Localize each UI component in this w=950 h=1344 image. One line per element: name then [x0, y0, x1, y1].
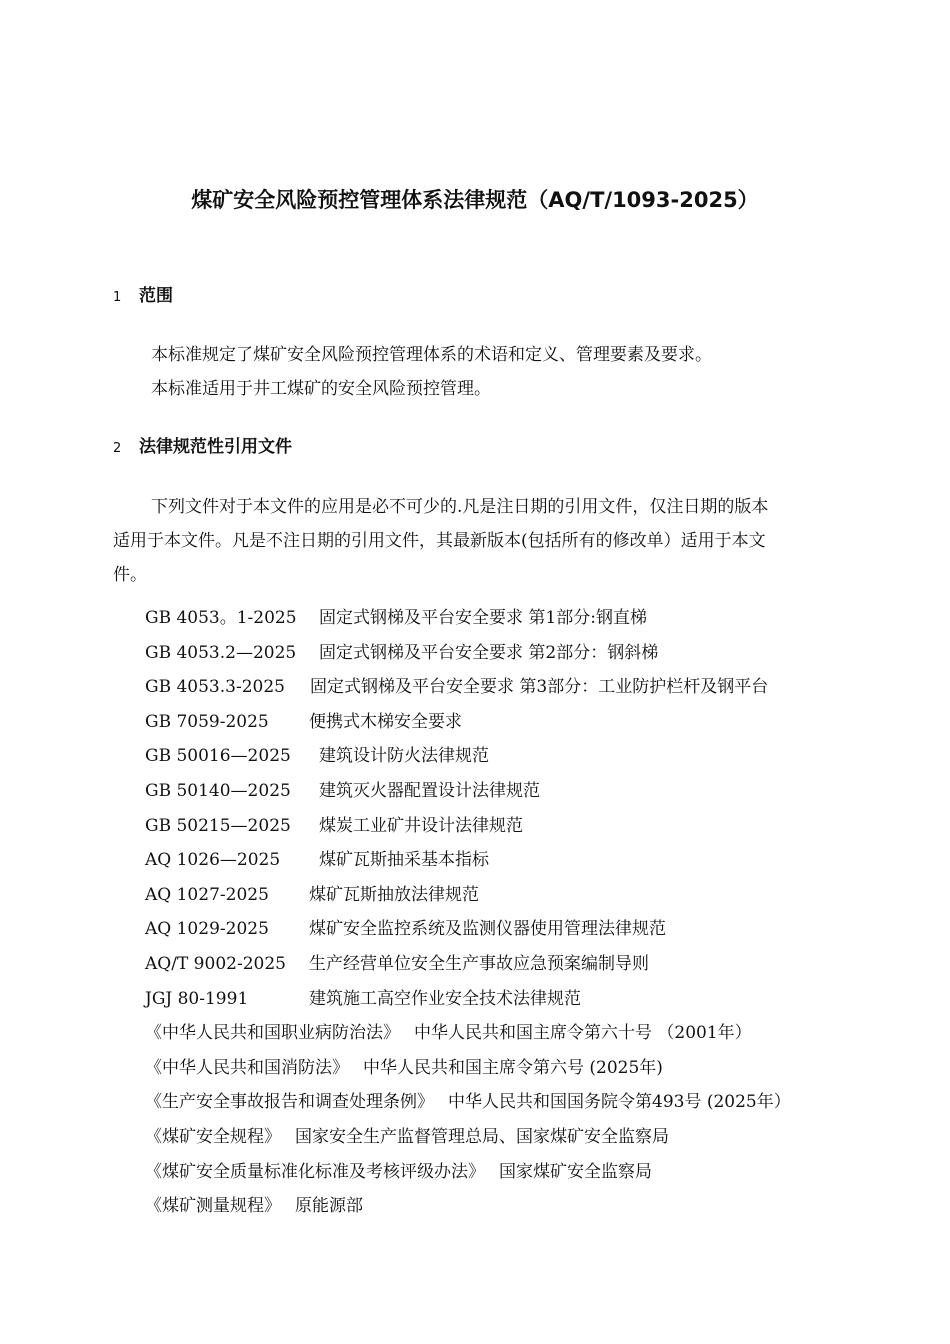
- reference-title: 便携式木梯安全要求: [309, 711, 462, 732]
- intro-line: 件。: [113, 565, 147, 585]
- law-issuer: 中华人民共和国主席令第六号 (2025年): [363, 1057, 663, 1078]
- section-title: 法律规范性引用文件: [139, 437, 292, 457]
- reference-item: [145, 601, 791, 636]
- law-issuer: 国家安全生产监督管理总局、国家煤矿安全监察局: [295, 1126, 669, 1147]
- reference-item: [145, 843, 791, 878]
- reference-item: [145, 809, 791, 844]
- law-item: [145, 1085, 791, 1120]
- reference-code: GB 7059-2025: [145, 711, 269, 732]
- law-title: 《中华人民共和国职业病防治法》: [145, 1023, 400, 1044]
- reference-code: AQ 1027-2025: [145, 884, 269, 905]
- reference-code: AQ 1029-2025: [145, 919, 269, 940]
- reference-item: [145, 774, 791, 809]
- reference-title: 煤矿瓦斯抽采基本指标: [319, 850, 489, 871]
- reference-code: GB 50016—2025: [145, 746, 291, 767]
- section-number: 2: [113, 441, 122, 456]
- reference-title: 固定式钢梯及平台安全要求 第2部分：钢斜梯: [319, 642, 659, 663]
- law-title: 《煤矿测量规程》: [145, 1196, 281, 1217]
- reference-item: [145, 982, 791, 1017]
- reference-title: 煤矿安全监控系统及监测仪器使用管理法律规范: [309, 919, 666, 940]
- reference-title: 建筑灭火器配置设计法律规范: [319, 780, 540, 801]
- reference-code: GB 50215—2025: [145, 815, 291, 836]
- reference-item: [145, 878, 791, 913]
- law-title: 《生产安全事故报告和调查处理条例》: [145, 1092, 434, 1113]
- intro-line: 适用于本文件。凡是不注日期的引用文件，其最新版本(包括所有的修改单）适用于本文: [113, 531, 766, 551]
- reference-title: 固定式钢梯及平台安全要求 第3部分：工业防护栏杆及钢平台: [310, 677, 769, 698]
- reference-title: 生产经营单位安全生产事故应急预案编制导则: [309, 953, 649, 974]
- reference-item: [145, 705, 791, 740]
- section-heading-normative-references: [113, 433, 292, 463]
- reference-code: GB 4053。1-2025: [145, 608, 297, 628]
- reference-list: [145, 601, 791, 1224]
- page-title: 煤矿安全风险预控管理体系法律规范（AQ/T/1093-2025）: [191, 188, 759, 212]
- reference-code: GB 4053.2—2025: [145, 642, 297, 663]
- reference-title: 煤炭工业矿井设计法律规范: [319, 815, 523, 836]
- law-issuer: 原能源部: [295, 1196, 363, 1217]
- references-intro: [113, 490, 861, 592]
- law-title: 《中华人民共和国消防法》: [145, 1057, 349, 1078]
- reference-item: [145, 739, 791, 774]
- reference-code: JGJ 80-1991: [145, 988, 249, 1009]
- law-issuer: 国家煤矿安全监察局: [499, 1161, 652, 1182]
- reference-title: 建筑设计防火法律规范: [319, 746, 489, 767]
- law-item: [145, 1051, 791, 1086]
- reference-code: AQ 1026—2025: [145, 850, 281, 871]
- reference-code: GB 50140—2025: [145, 780, 291, 801]
- reference-item: [145, 636, 791, 671]
- law-title: 《煤矿安全规程》: [145, 1126, 281, 1147]
- section-heading-scope: [113, 282, 173, 312]
- law-item: [145, 1155, 791, 1190]
- paragraph: 本标准规定了煤矿安全风险预控管理体系的术语和定义、管理要素及要求。: [151, 345, 712, 365]
- section-number: 1: [113, 290, 122, 305]
- law-title: 《煤矿安全质量标准化标准及考核评级办法》: [145, 1161, 485, 1182]
- law-issuer: 中华人民共和国主席令第六十号 （2001年）: [414, 1023, 752, 1044]
- law-item: [145, 1016, 791, 1051]
- reference-item: [145, 947, 791, 982]
- law-item: [145, 1120, 791, 1155]
- law-issuer: 中华人民共和国国务院令第493号 (2025年）: [448, 1092, 791, 1113]
- reference-code: AQ/T 9002-2025: [145, 953, 286, 974]
- section-title: 范围: [139, 286, 173, 306]
- paragraph: 本标准适用于井工煤矿的安全风险预控管理。: [151, 379, 491, 399]
- scope-paragraphs: [113, 338, 861, 406]
- reference-code: GB 4053.3-2025: [145, 677, 285, 698]
- reference-title: 煤矿瓦斯抽放法律规范: [309, 884, 479, 905]
- reference-title: 固定式钢梯及平台安全要求 第1部分:钢直梯: [319, 608, 647, 628]
- reference-item: [145, 912, 791, 947]
- reference-title: 建筑施工高空作业安全技术法律规范: [309, 988, 581, 1009]
- reference-item: [145, 670, 791, 705]
- intro-line: 下列文件对于本文件的应用是必不可少的.凡是注日期的引用文件，仅注日期的版本: [151, 497, 769, 517]
- law-item: [145, 1189, 791, 1224]
